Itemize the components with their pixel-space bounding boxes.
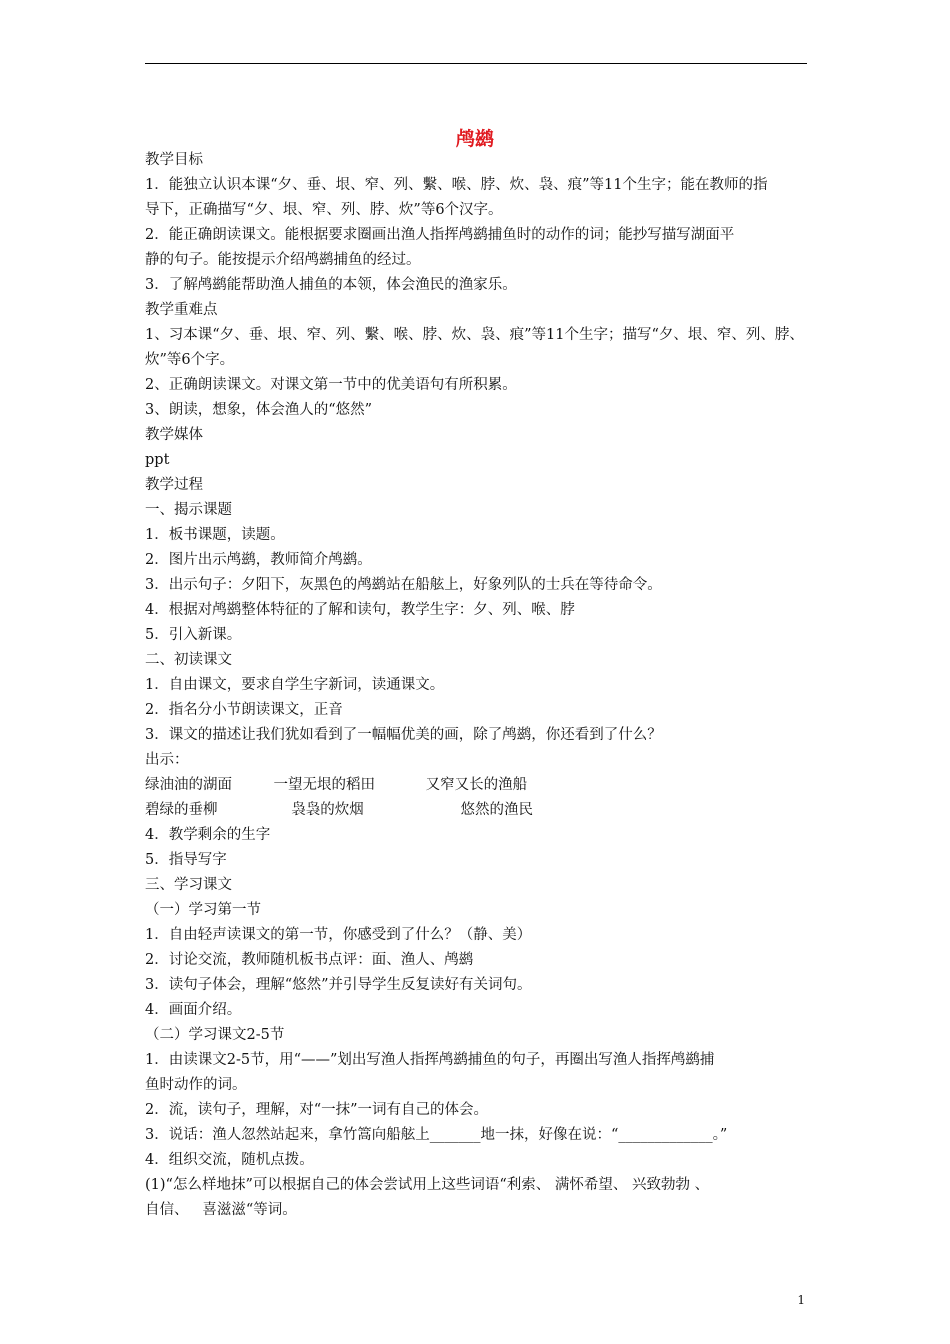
text-line: 2．能正确朗读课文。能根据要求圈画出渔人指挥鸬鹚捕鱼时的动作的词；能抄写描写湖面平 xyxy=(145,227,735,243)
document-body xyxy=(145,148,825,1223)
text-line: （二）学习课文2-5节 xyxy=(145,1027,285,1043)
text-line: 3．说话：渔人忽然站起来，拿竹篙向船舷上_______地一抹，好像在说：“_____________。” xyxy=(145,1127,728,1143)
header-rule xyxy=(145,63,807,64)
text-line: 三、学习课文 xyxy=(145,877,232,893)
text-line: 1．由读课文2-5节，用“——”划出写渔人指挥鸬鹚捕鱼的句子，再圈出写渔人指挥鸬鹚捕 xyxy=(145,1052,715,1068)
text-line: 3．了解鸬鹚能帮助渔人捕鱼的本领，体会渔民的渔家乐。 xyxy=(145,277,517,293)
text-line: 导下，正确描写“夕、垠、窄、列、脖、炊”等6个汉字。 xyxy=(145,202,503,218)
text-line: 炊”等6个字。 xyxy=(145,352,235,368)
text-line: 1．板书课题，读题。 xyxy=(145,527,285,543)
text-line: 1．能独立认识本课“夕、垂、垠、窄、列、繫、喉、脖、炊、袅、痕”等11个生字；能在教师的指 xyxy=(145,177,768,193)
text-line: 3．读句子体会，理解“悠然”并引导学生反复读好有关词句。 xyxy=(145,977,532,993)
page-number: 1 xyxy=(797,1293,805,1307)
text-line: (1)“怎么样地抹”可以根据自己的体会尝试用上这些词语“利索、 满怀希望、 兴致勃勃 、 xyxy=(145,1177,710,1193)
text-line: 出示： xyxy=(145,752,189,768)
text-line: 1、习本课“夕、垂、垠、窄、列、繫、喉、脖、炊、袅、痕”等11个生字；描写“夕、垠、窄、列、脖、 xyxy=(145,327,804,343)
text-line: （一）学习第一节 xyxy=(145,902,261,918)
text-line: 静的句子。能按提示介绍鸬鹚捕鱼的经过。 xyxy=(145,252,421,268)
document-title: 鸬鹚 xyxy=(455,128,494,150)
text-line: 教学过程 xyxy=(145,477,203,493)
text-line: 3．课文的描述让我们犹如看到了一幅幅优美的画，除了鸬鹚，你还看到了什么？ xyxy=(145,727,662,743)
text-line: 2．流，读句子，理解，对“一抹”一词有自己的体会。 xyxy=(145,1102,489,1118)
text-line: 1．自由轻声读课文的第一节，你感受到了什么？（静、美） xyxy=(145,927,532,943)
text-line: 2．讨论交流，教师随机板书点评：面、渔人、鸬鹚 xyxy=(145,952,474,968)
text-line: 3．出示句子：夕阳下，灰黑色的鸬鹚站在船舷上，好象列队的士兵在等待命令。 xyxy=(145,577,662,593)
text-line: 教学媒体 xyxy=(145,427,203,443)
text-line: 教学重难点 xyxy=(145,302,218,318)
text-line: 4．画面介绍。 xyxy=(145,1002,242,1018)
text-line: 二、初读课文 xyxy=(145,652,232,668)
text-line: 自信、 喜滋滋“等词。 xyxy=(145,1202,297,1218)
text-line: 5．引入新课。 xyxy=(145,627,242,643)
text-line: 2．指名分小节朗读课文，正音 xyxy=(145,702,343,718)
text-line: 教学目标 xyxy=(145,152,203,168)
text-line: 4．教学剩余的生字 xyxy=(145,827,271,843)
text-line: 4．根据对鸬鹚整体特征的了解和读句，教学生字：夕、列、喉、脖 xyxy=(145,602,575,618)
text-line: 5．指导写字 xyxy=(145,852,227,868)
text-line: 2．图片出示鸬鹚，教师简介鸬鹚。 xyxy=(145,552,372,568)
text-line: 4．组织交流，随机点拨。 xyxy=(145,1152,314,1168)
text-line: 鱼时动作的词。 xyxy=(145,1077,247,1093)
text-line: 绿油油的湖面 一望无垠的稻田 又窄又长的渔船 xyxy=(145,777,528,793)
text-line: ppt xyxy=(145,452,170,468)
text-line: 1．自由课文，要求自学生字新词，读通课文。 xyxy=(145,677,445,693)
text-line: 一、揭示课题 xyxy=(145,502,232,518)
text-line: 碧绿的垂柳 袅袅的炊烟 悠然的渔民 xyxy=(145,802,534,818)
text-line: 2、正确朗读课文。对课文第一节中的优美语句有所积累。 xyxy=(145,377,517,393)
text-line: 3、朗读，想象，体会渔人的“悠然” xyxy=(145,402,373,418)
